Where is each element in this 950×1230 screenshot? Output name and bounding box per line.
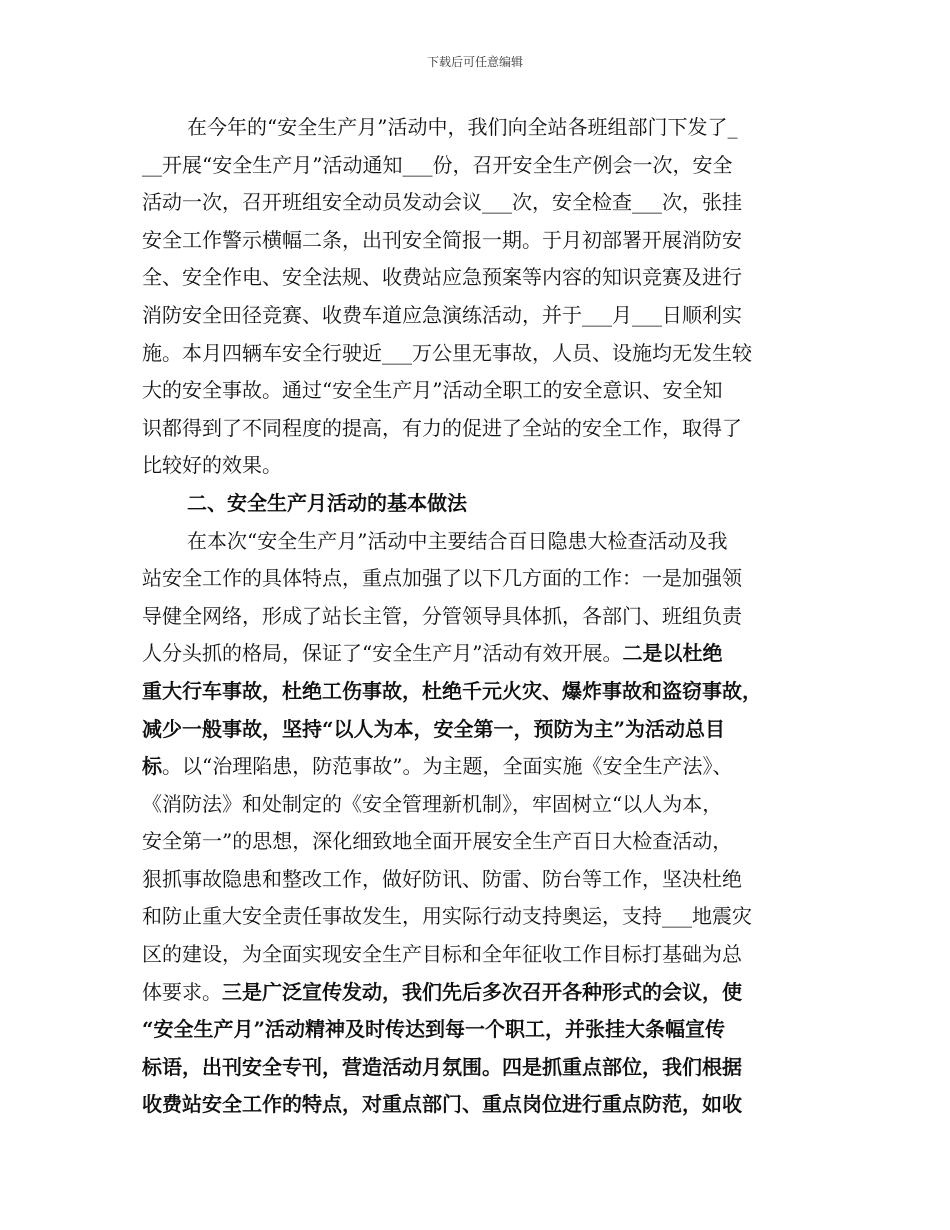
paragraph-line [142, 861, 812, 899]
line-text: 安全工作警示横幅二条，出刊安全简报一期。于月初部署开展消防安 [142, 227, 742, 252]
paragraph-line [142, 523, 812, 561]
line-text: 消防安全田径竞赛、收费车道应急演练活动，并于___月___日顺利实 [142, 302, 742, 327]
paragraph-line [142, 297, 812, 335]
line-text: 狠抓事故隐患和整改工作，做好防讯、防雷、防台等工作，坚决杜绝 [142, 866, 742, 891]
paragraph-line [142, 635, 812, 673]
paragraph-line [142, 673, 812, 711]
line-text: 区的建设，为全面实现安全生产目标和全年征收工作目标打基础为总 [142, 942, 742, 967]
section-heading [142, 485, 812, 523]
heading-text: 二、安全生产月活动的基本做法 [187, 490, 467, 515]
paragraph-line [142, 184, 812, 222]
paragraph-line [142, 410, 812, 448]
line-text: 施。本月四辆车安全行驶近___万公里无事故，人员、设施均无发生较 [142, 340, 752, 365]
line-text: “安全生产月”活动精神及时传达到每一个职工，并张挂大条幅宣传 [142, 1017, 726, 1042]
line-text: 和防止重大安全责任事故发生，用实际行动支持奥运，支持___地震灾 [142, 904, 752, 929]
line-text: 在本次“安全生产月”活动中主要结合百日隐患大检查活动及我 [187, 528, 728, 553]
line-text: 识都得到了不同程度的提高，有力的促进了全站的安全工作，取得了 [142, 415, 742, 440]
line-text: 减少一般事故，坚持“以人为本，安全第一，预防为主”为活动总目 [142, 716, 726, 741]
paragraph-line [142, 222, 812, 260]
paragraph-line [142, 109, 812, 147]
paragraph-line [142, 1011, 812, 1049]
paragraph-line [142, 898, 812, 936]
line-text: 《消防法》和处制定的《安全管理新机制》，牢固树立“以人为本， [142, 791, 723, 816]
paragraph-line [142, 335, 812, 373]
paragraph-line [142, 147, 812, 185]
line-text: 体要求。 [142, 979, 222, 1004]
line-text: 站安全工作的具体特点，重点加强了以下几方面的工作：一是加强领 [142, 566, 742, 591]
line-text-bold: 二是以杜绝 [622, 641, 723, 666]
paragraph-line [142, 711, 812, 749]
line-text: 全、安全作电、安全法规、收费站应急预案等内容的知识竞赛及进行 [142, 265, 742, 290]
page-header: 下载后可任意编辑 [426, 55, 523, 69]
line-text: 重大行车事故，杜绝工伤事故，杜绝千元火灾、爆炸事故和盗窃事故， [142, 678, 762, 703]
line-text: __开展“安全生产月”活动通知___份，召开安全生产例会一次，安全 [142, 152, 733, 177]
paragraph-line [142, 259, 812, 297]
line-text: 收费站安全工作的特点，对重点部门、重点岗位进行重点防范，如收 [142, 1092, 742, 1117]
line-text: 比较好的效果。 [142, 453, 282, 478]
paragraph-line [142, 974, 812, 1012]
line-text: 在今年的“安全生产月”活动中，我们向全站各班组部门下发了_ [187, 115, 738, 139]
line-text: 导健全网络，形成了站长主管，分管领导具体抓，各部门、班组负责 [142, 603, 742, 628]
paragraph-line [142, 447, 812, 485]
paragraph-line [142, 936, 812, 974]
paragraph-line [142, 372, 812, 410]
line-text: 。以“治理陷患，防范事故”。为主题，全面实施《安全生产法》、 [162, 754, 733, 779]
line-text-bold: 三是广泛宣传发动，我们先后多次召开各种形式的会议，使 [222, 979, 742, 1004]
line-text: 安全第一”的思想，深化细致地全面开展安全生产百日大检查活动， [142, 829, 733, 854]
line-text: 活动一次，召开班组安全动员发动会议___次，安全检查___次，张挂 [142, 190, 742, 215]
paragraph-line [142, 1049, 812, 1087]
line-text: 标语，出刊安全专刊，营造活动月氛围。四是抓重点部位，我们根据 [142, 1054, 742, 1079]
paragraph-line [142, 598, 812, 636]
paragraph-line [142, 1086, 812, 1124]
paragraph-line [142, 786, 812, 824]
paragraph-line [142, 748, 812, 786]
paragraph-line [142, 823, 812, 861]
line-text-bold: 标 [142, 754, 162, 779]
document-body [142, 109, 812, 1124]
line-text: 大的安全事故。通过“安全生产月”活动全职工的安全意识、安全知 [142, 378, 723, 403]
paragraph-line [142, 560, 812, 598]
line-text: 人分头抓的格局，保证了“安全生产月”活动有效开展。 [142, 641, 623, 666]
